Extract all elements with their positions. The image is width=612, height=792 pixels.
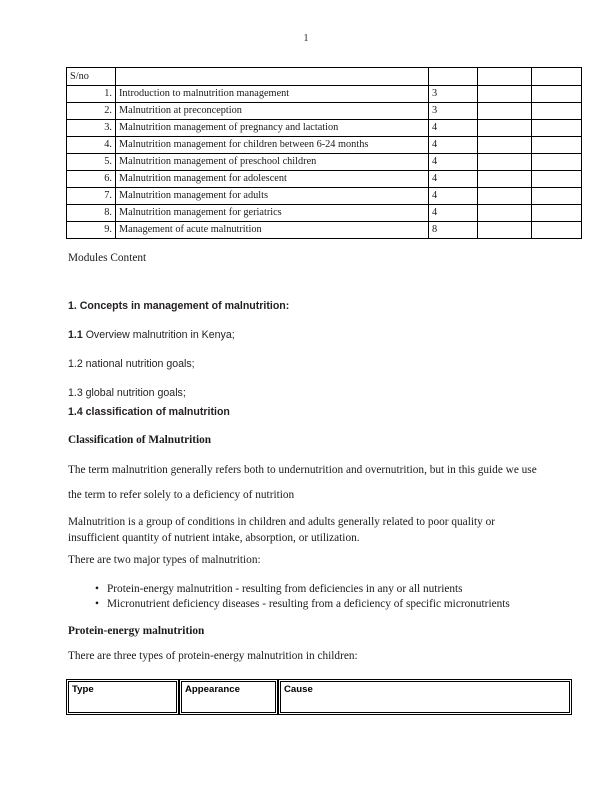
item-1-4: 1.4 classification of malnutrition — [68, 406, 230, 418]
table-row — [67, 205, 582, 222]
table-row — [67, 154, 582, 171]
table-row — [67, 222, 582, 239]
item-1-2: 1.2 national nutrition goals; — [68, 358, 195, 370]
cell-sno: 2. — [67, 103, 116, 120]
paragraph-classification-2: Malnutrition is a group of conditions in children and adults generally related to poor quality or insufficient quantity of nutrient intake, absorption, or utilization. — [68, 516, 495, 544]
table-header-row — [67, 68, 582, 86]
cell-hours: 8 — [429, 222, 478, 239]
cell-hours: 4 — [429, 120, 478, 137]
cell-hours: 4 — [429, 205, 478, 222]
cell-c — [478, 86, 532, 103]
table-row — [67, 171, 582, 188]
cell-c — [478, 154, 532, 171]
cell-d — [532, 120, 582, 137]
table-row — [67, 86, 582, 103]
cell-sno: 4. — [67, 137, 116, 154]
cell-sno: 6. — [67, 171, 116, 188]
cell-d — [532, 205, 582, 222]
column-header-type: Type — [66, 679, 179, 715]
cell-hours: 4 — [429, 171, 478, 188]
column-header-d — [532, 68, 582, 86]
cell-d — [532, 222, 582, 239]
cell-hours: 3 — [429, 86, 478, 103]
table-header-row — [66, 679, 572, 715]
list-item-label: Protein-energy malnutrition - resulting from deficiencies in any or all nutrients — [107, 583, 463, 595]
heading-classification: Classification of Malnutrition — [68, 434, 212, 446]
page-number: 1 — [303, 33, 309, 44]
cell-d — [532, 188, 582, 205]
cell-d — [532, 86, 582, 103]
heading-section-1: 1. Concepts in management of malnutrition: — [68, 300, 290, 312]
bullet-icon: • — [95, 597, 99, 610]
cell-d — [532, 103, 582, 120]
cell-title: Malnutrition management of preschool children — [116, 154, 429, 171]
item-1-1 — [68, 329, 546, 341]
cell-hours: 3 — [429, 103, 478, 120]
cell-d — [532, 154, 582, 171]
cell-hours: 4 — [429, 154, 478, 171]
column-header-title — [116, 68, 429, 86]
cell-c — [478, 137, 532, 154]
cell-sno: 9. — [67, 222, 116, 239]
cell-c — [478, 171, 532, 188]
cell-title: Management of acute malnutrition — [116, 222, 429, 239]
cell-title: Malnutrition management of pregnancy and lactation — [116, 120, 429, 137]
column-header-sno: S/no — [67, 68, 116, 86]
modules-table — [66, 67, 582, 239]
column-header-c — [478, 68, 532, 86]
modules-content-label: Modules Content — [68, 252, 147, 264]
cell-title: Malnutrition management for adolescent — [116, 171, 429, 188]
list-malnutrition-types — [68, 582, 546, 611]
table-row — [67, 120, 582, 137]
pem-types-table — [66, 679, 572, 715]
cell-title: Malnutrition management for adults — [116, 188, 429, 205]
column-header-appearance: Appearance — [179, 679, 278, 715]
cell-c — [478, 120, 532, 137]
cell-sno: 5. — [67, 154, 116, 171]
list-item-label: Micronutrient deficiency diseases - resulting from a deficiency of specific micronutrients — [107, 597, 510, 610]
cell-d — [532, 171, 582, 188]
cell-c — [478, 205, 532, 222]
cell-hours: 4 — [429, 137, 478, 154]
table-row — [67, 103, 582, 120]
item-1-1-number: 1.1 — [68, 329, 83, 341]
cell-c — [478, 222, 532, 239]
cell-sno: 7. — [67, 188, 116, 205]
list-item — [68, 597, 546, 612]
intro-three-types: There are three types of protein-energy malnutrition in children: — [68, 650, 358, 662]
cell-title: Malnutrition management for geriatrics — [116, 205, 429, 222]
cell-c — [478, 188, 532, 205]
cell-title: Malnutrition at preconception — [116, 103, 429, 120]
cell-hours: 4 — [429, 188, 478, 205]
cell-d — [532, 137, 582, 154]
cell-title: Introduction to malnutrition management — [116, 86, 429, 103]
item-1-1-text: Overview malnutrition in Kenya; — [85, 329, 235, 341]
intro-two-types: There are two major types of malnutrition: — [68, 554, 261, 566]
paragraph-classification-1: The term malnutrition generally refers both to undernutrition and overnutrition, but in this guide we use the term to refer solely to a deficiency of nutrition — [68, 464, 537, 501]
list-item — [68, 582, 546, 597]
cell-c — [478, 103, 532, 120]
table-row — [67, 188, 582, 205]
bullet-icon: • — [95, 583, 99, 595]
column-header-hours — [429, 68, 478, 86]
item-1-3: 1.3 global nutrition goals; — [68, 387, 186, 399]
column-header-cause: Cause — [278, 679, 572, 715]
cell-sno: 1. — [67, 86, 116, 103]
cell-title: Malnutrition management for children between 6-24 months — [116, 137, 429, 154]
heading-protein-energy-malnutrition: Protein-energy malnutrition — [68, 625, 205, 637]
table-row — [67, 137, 582, 154]
cell-sno: 3. — [67, 120, 116, 137]
cell-sno: 8. — [67, 205, 116, 222]
